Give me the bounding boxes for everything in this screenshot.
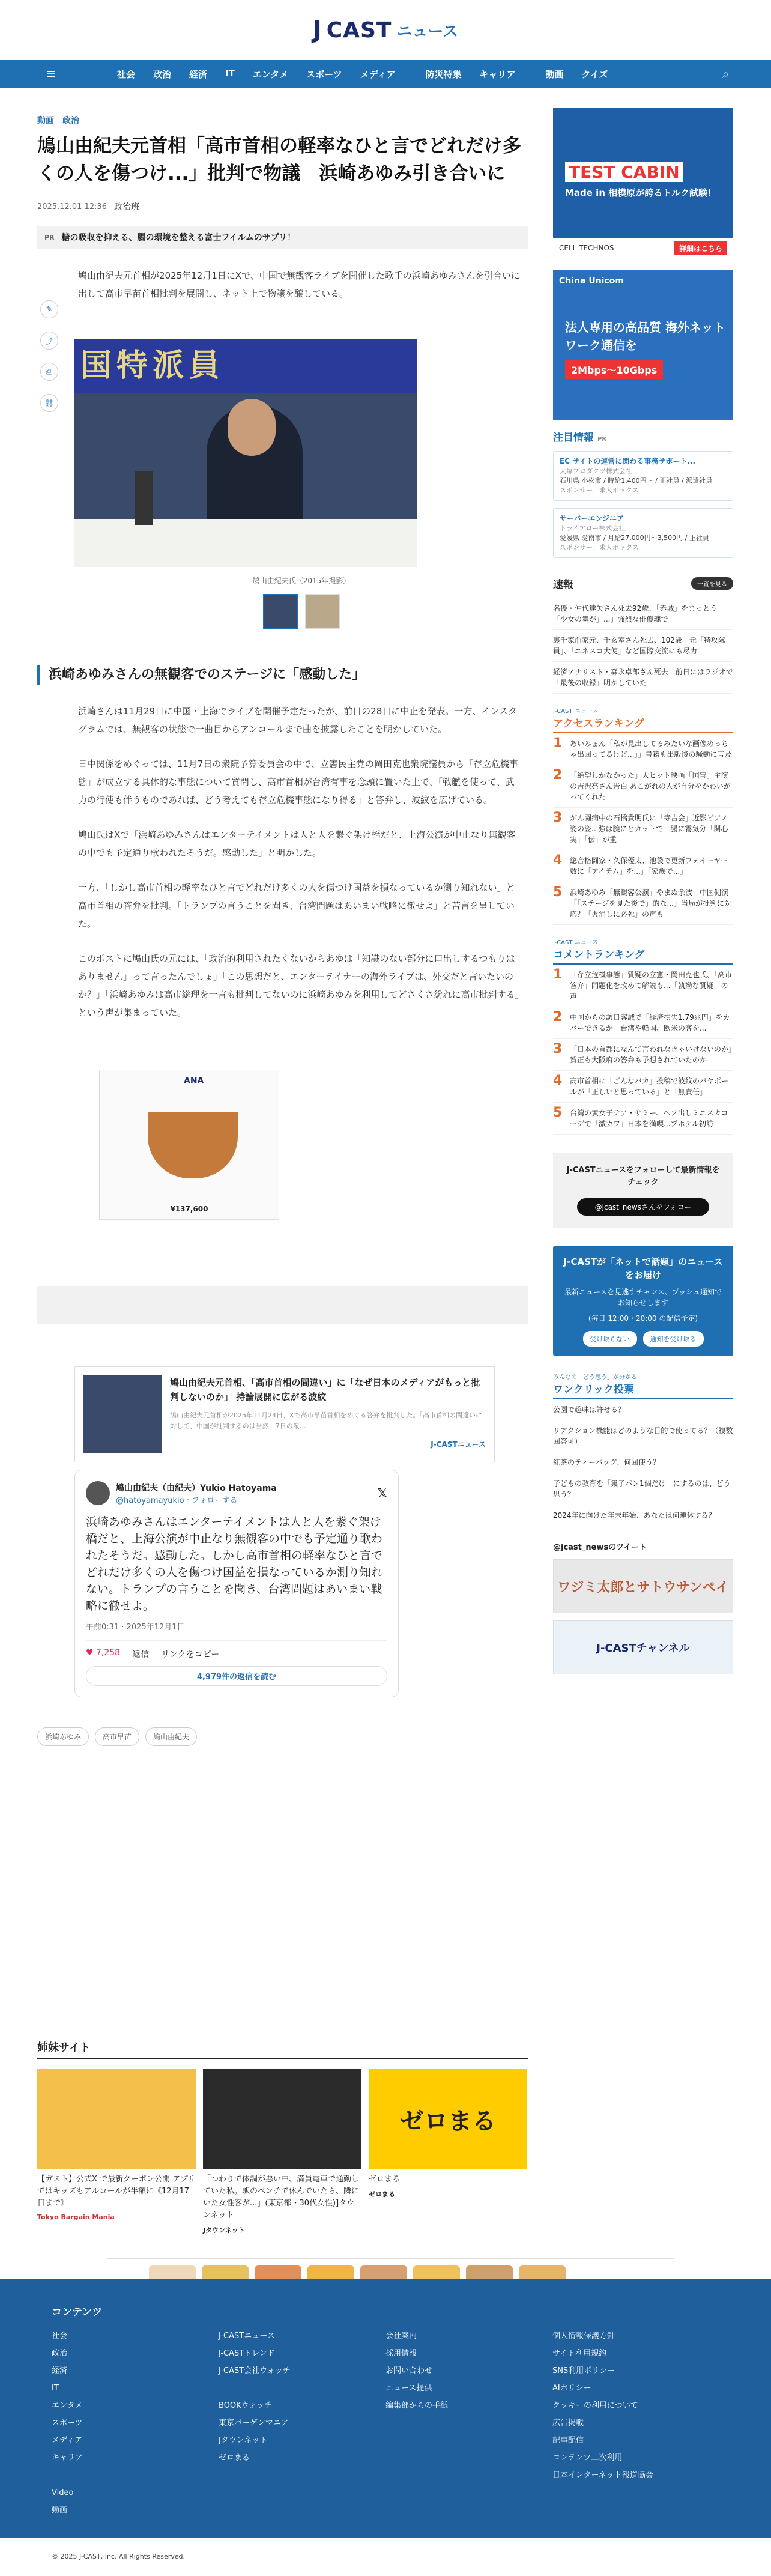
footer-col-policy [552,2327,653,2484]
breaking-news-title: 速報 [553,579,573,591]
sister-card-caption: 「つわりで体調が悪い中、満員電車で通勤していた私。駅のベンチで休んでいたら、隣にいた女性客が...」(東京都・30代女性)]タウンネット [203,2175,360,2220]
ranking-label: J-CAST ニュース [553,939,599,946]
menu-icon[interactable]: ≡ [45,66,57,82]
pr-banner[interactable] [37,226,528,249]
ad-title: 法人専用の高品質 海外ネットワーク通信を [565,320,725,353]
ranking-item[interactable]: 5 台湾の黄女子テア・サミー、ヘソ出しミニスカコーデで「激カワ」日本を満喫...プホテル初訪 [553,1103,733,1135]
footer-title: コンテンツ [52,2306,103,2318]
follow-x-button[interactable]: @jcast_newsさんをフォロー [577,1198,709,1216]
footer-link[interactable]: 政治 [52,2349,68,2358]
push-accept-button[interactable]: 通知を受け取る [643,1331,704,1347]
footer-link[interactable]: スポーツ [52,2419,83,2428]
notice-title: 注目情報 PR [553,432,607,444]
article-author[interactable]: 政治班 [114,202,140,212]
photo-face [228,399,276,456]
pr-text: 糖の吸収を抑える、腸の環境を整える富士フイルムのサプリ！ [61,233,296,243]
footer-link[interactable]: AIポリシー [552,2384,591,2393]
ad-subtitle: Made in 相模原が誇るトルク試験！ [565,187,716,198]
read-replies-button[interactable]: 4,979件の返信を読む [86,1666,387,1686]
footer-link[interactable]: Jタウンネット [219,2436,268,2445]
nav-item-douga[interactable]: 動画 [545,68,564,80]
access-ranking-title: アクセスランキング [553,715,733,733]
footer-link[interactable]: ニュース提供 [386,2384,432,2393]
comment-icon[interactable]: ✎ [40,300,58,318]
footer-link[interactable]: Video [52,2488,74,2497]
nav-item-bousai[interactable]: 防災特集 [425,68,462,80]
tweets-title: @jcast_newsのツイート [553,1543,647,1552]
vote-item[interactable]: 2024年に向けた年末年始、あなたは何連休する？ [553,1505,733,1526]
ranking-item[interactable]: 4 総合格闘家・久保優太、池袋で更新フェイーヤー数に「アイテム」を...」「家族で...」 [553,850,733,882]
article-title: 鳩山由紀夫元首相「高市首相の軽率なひと言でどれだけ多くの人を傷つけ...」批判で物議 浜崎あゆみ引き合いに [37,135,521,184]
footer-link[interactable]: エンタメ [52,2401,83,2410]
push-time: (毎日 12:00・20:00 の配信予定) [588,1314,698,1323]
nav-item-seiji[interactable]: 政治 [153,68,172,80]
footer-link[interactable]: J-CASTトレンド [219,2349,275,2358]
main-nav [0,60,771,88]
ad-cta-button[interactable]: 詳細はこちら [674,241,727,255]
vote-item[interactable]: 紅茶のティーバッグ、何回使う？ [553,1452,733,1473]
footer-link[interactable]: キャリア [52,2453,83,2462]
header [0,0,771,60]
breaking-news-header [553,576,733,591]
ranking-item[interactable]: 1 あいみょん「私が見出してるみたいな画像めっちゃ出回ってるけど...」」書籍も出版後の騒動に言及 [553,733,733,765]
footer-link[interactable]: 社会 [52,2332,68,2341]
avatar[interactable] [86,1481,110,1505]
list-item[interactable]: 経済アナリスト・森永卓郎さん死去 前日にはラジオで「最後の収録」明かしていた [553,662,733,694]
copyright: © 2025 J-CAST, Inc. All Rights Reserved. [52,2553,185,2560]
sister-card-image [203,2069,361,2169]
footer-link[interactable]: 広告掲載 [552,2419,584,2428]
related-article-title: 鳩山由紀夫元首相、「高市首相の間違い」に「なぜ日本のメディアがもっと批判しないのか」 持論展開に広がる波紋 [170,1377,480,1402]
paragraph: 浜崎さんは11月29日に中国・上海でライブを開催予定だったが、前日の28日に中止を発表。一方、インスタグラムでは、無観客の状態で一曲目からアンコールまで曲を披露したことを明かしていた。 [78,706,517,735]
vote-item[interactable]: 子どもの教育を「集子パン1個だけ」にするのは、どう思う？ [553,1473,733,1505]
sister-card-brand: Tokyo Bargain Mania [37,2213,115,2221]
footer [0,2279,771,2538]
inline-ad[interactable] [99,1070,279,1220]
nav-item-entame[interactable]: エンタメ [252,68,289,80]
footer-link[interactable]: 日本インターネット報道協会 [552,2471,653,2480]
ranking-item[interactable]: 2 「絶望しかなかった」大ヒット映画「国宝」主演の吉沢亮さん告白 あこがれの人が自分をかわいがってくれた [553,765,733,808]
vote-title: ワンクリック投票 [553,1381,733,1399]
footer-col-company [386,2327,448,2414]
ranking-item[interactable]: 5 浜崎あゆみ「無観客公演」やまぬ余波 中国側演「「ステージを見た後で」的な...」当局が批判に対応？「火消しに必死」の声も [553,882,733,925]
vote-label: みんなの「どう思う」が分かる [553,1374,637,1381]
photo-thumbnails [74,594,528,629]
footer-link[interactable]: 会社案内 [386,2332,417,2341]
comment-ranking [553,937,733,1135]
sister-card-caption: ゼロまる [369,2175,401,2184]
x-logo-icon[interactable]: 𝕏 [377,1486,387,1500]
vote-item[interactable]: 公園で趣味は許せる？ [553,1399,733,1420]
push-subtitle: 最新ニュースを見逃すチャンス、プッシュ通知でお知らせします [564,1288,722,1307]
link-icon[interactable]: ⛓ [40,394,58,412]
footer-link[interactable]: 東京バーゲンマニア [219,2419,289,2428]
ad-price: ¥137,600 [170,1205,208,1213]
tweet-author-handle[interactable]: @hatoyamayukio · フォローする [116,1496,238,1505]
share-icon[interactable]: ⤴ [40,332,58,350]
tag-item[interactable]: 浜崎あゆみ [37,1727,89,1746]
photo-desk [74,519,417,567]
logo-j: J [312,16,322,44]
nav-item-media[interactable]: メディア [360,68,396,80]
follow-box [553,1153,733,1228]
access-ranking [553,706,733,925]
nav-item-quiz[interactable]: クイズ [581,68,608,80]
ranking-label: J-CAST ニュース [553,708,599,715]
share-toolbar [40,300,58,412]
sponsor-job-card[interactable]: サーバーエンジニア トライアロー株式会社 愛媛県 愛南市 / 月給27,000円〜3,500円 / 正社員 スポンサー：求人ボックス [553,508,733,558]
thumbnail-2[interactable] [305,594,340,629]
footer-link[interactable]: SNS利用ポリシー [552,2366,615,2375]
category-list [37,114,528,126]
ad-product-image [148,1112,238,1178]
print-icon[interactable]: ⎙ [40,363,58,381]
ad-brand: CELL TECHNOS [559,244,614,252]
nav-item-it[interactable]: IT [225,67,235,79]
push-title: J-CASTが「ネットで話題」のニュースをお届け [563,1256,723,1280]
ranking-item[interactable]: 1 「存立危機事態」質疑の立憲・岡田克也氏、「高市答弁」問題化を改めて解説も...「執拗な質疑」の声 [553,965,733,1007]
footer-link[interactable]: 記事配信 [552,2436,584,2445]
article-main [37,114,528,1746]
paragraph: 日中関係をめぐっては、11月7日の衆院予算委員会の中で、立憲民主党の岡田克也衆院議員から「存立危機事態」が成立する具体的な事態について質問し、高市首相が台湾有事を念頭に置いた上で、「戦艦を使って、武力の行使も伴うものであれば、どう考えても存立危機事態になり得る」と答弁し、波紋を広げている。 [78,759,519,805]
push-decline-button[interactable]: 受け取らない [583,1331,637,1347]
reply-button[interactable]: 返信 [132,1650,150,1659]
ranking-item[interactable]: 3 「日本の首都になんて言われなきゃいけないのか」賀正も大阪府の答弁も予想されていたのか [553,1039,733,1071]
paragraph: 一方、「しかし高市首相の軽率なひと言でどれだけ多くの人を傷つけ国益を損なっているか測り知れない」と高市首相の答弁を批判。「トランプの言うことを聞き、台湾問題はあいまい戦略に徹せよ」と苦言を呈していた。 [78,882,515,929]
tag-list [37,1727,528,1746]
sidebar [553,108,733,1674]
sponsor-job-card[interactable]: EC サイトの運営に関わる事務サポート... 大塚プロダクツ株式会社 石川県 小松市 / 時給1,400円〜 / 正社員 / 派遣社員 スポンサー：求人ボックス [553,451,733,501]
related-article-image [83,1375,162,1453]
sidebar-ad-testcabin[interactable] [553,108,733,258]
sister-card[interactable] [37,2069,196,2235]
footer-link[interactable]: 個人情報保護方針 [552,2332,615,2341]
nav-item-shakai[interactable]: 社会 [117,68,136,80]
vote-item[interactable]: リアクション機能はどのような目的で使ってる？（複数回答可） [553,1420,733,1452]
ad-title: TEST CABIN [565,162,683,182]
footer-link[interactable]: お問い合わせ [386,2366,433,2375]
section-heading: 浜崎あゆみさんの無観客でのステージに「感動した」 [37,665,528,685]
ranking-item[interactable]: 3 がん闘病中の石橋貴明氏に「寺吉会」近影ピアノ姿の姿...強は腕にとカットで「腸に霧気分「関心 実」「伝」が重 [553,808,733,850]
footer-link[interactable]: コンテンツ二次利用 [552,2453,623,2462]
breaking-news-list [553,598,733,694]
one-click-vote [553,1372,733,1526]
ad-placeholder [37,1286,528,1324]
footer-link[interactable]: 編集部からの手紙 [386,2401,449,2410]
banner-wajimi[interactable]: ワジミ太郎とサトウサンペイ [553,1559,733,1613]
nav-item-keizai[interactable]: 経済 [189,68,208,80]
footer-col-categories [52,2327,83,2519]
footer-link[interactable]: クッキーの利用について [552,2401,638,2410]
comment-ranking-title: コメントランキング [553,946,733,965]
logo-cast: CAST [326,17,392,43]
embedded-tweet[interactable] [74,1470,399,1697]
footer-link[interactable]: ゼロまる [219,2453,250,2462]
category-douga[interactable]: 動画 [37,116,54,126]
footer-link[interactable]: メディア [52,2436,82,2445]
nav-item-sports[interactable]: スポーツ [306,68,342,80]
push-notification-box [553,1246,733,1356]
footer-link[interactable]: J-CAST会社ウォッチ [219,2366,291,2375]
sister-card[interactable] [203,2069,361,2235]
photo-banner: 国特派員 [74,339,417,393]
sister-card-image [369,2069,527,2169]
ad-speed: 2Mbps〜10Gbps [565,360,663,379]
sister-card[interactable] [369,2069,527,2235]
footer-link[interactable]: BOOKウォッチ [219,2401,273,2410]
article-lead: 鳩山由紀夫元首相が2025年12月1日にXで、中国で無観客ライブを開催した歌手の浜崎あゆみさんを引合いに出して高市早苗首相批判を展開し、ネット上で物議を醸している。 [78,270,520,299]
ranking-item[interactable]: 2 中国からの訪日客減で「経済損失1.79兆円」をカバーできるか 台湾や韓国、欧米の客を... [553,1007,733,1039]
copy-link-button[interactable]: リンクをコピー [161,1650,220,1659]
nav-item-career[interactable]: キャリア [479,68,516,80]
like-button[interactable]: ♥ 7,258 [86,1648,121,1658]
breaking-more-button[interactable]: 一覧を見る [691,577,733,590]
sidebar-ad-unicom[interactable] [553,270,733,420]
photo-mic [135,471,153,525]
footer-link[interactable]: サイト利用規約 [552,2349,607,2358]
ad-logo: China Unicom [559,276,624,286]
sister-sites-title: 姉妹サイト [37,2039,528,2059]
paragraph: このポストに鳩山氏の元には、「政治的利用されたくないからあゆは「知識のない部分に口出しするつもりはありません」って言ったんでしょ」「この思想だと、エンターテイナーの海外ライブは、外交だと言いたいのか？」「浜崎あゆみは高市総理を一言も批判してないのに浜崎あゆみを利用してどさくさ紛れに高市批判する」という声が集まっていた。 [78,953,520,1018]
footer-link[interactable]: 経済 [52,2366,68,2375]
banner-jcast-channel[interactable]: J-CASTチャンネル [553,1620,733,1674]
tweet-text: 浜崎あゆみさんはエンターテイメントは人と人を繋ぐ架け橋だと、上海公演が中止なり無観客の中でも予定通り歌われたそうだ。感動した。しかし高市首相の軽率なひと言でどれだけ多くの人を傷つけ国益を損なっているか測り知れない。トランプの言うことを聞き、台湾問題はあいまい戦略に徹せよ。 [86,1515,383,1613]
tweet-author-name[interactable]: 鳩山由紀夫（由紀夫）Yukio Hatoyama [116,1483,277,1493]
footer-link[interactable]: J-CASTニュース [219,2332,275,2341]
sister-card-brand: ゼロまる [369,2190,395,2198]
article-photo[interactable] [74,339,417,567]
footer-link[interactable]: 動画 [52,2506,68,2515]
follow-text: J-CASTニュースをフォローして最新情報をチェック [566,1166,720,1187]
search-icon[interactable]: ⌕ [722,67,729,81]
tag-item[interactable]: 鳩山由紀夫 [145,1727,197,1746]
zeromaru-logo: ゼロまる [400,2107,496,2135]
sister-card-brand: Jタウンネット [203,2226,245,2234]
category-seiji[interactable]: 政治 [62,116,79,126]
thumbnail-1[interactable] [263,594,298,629]
article-meta [37,201,528,213]
related-article-card[interactable] [74,1366,495,1462]
sister-card-image [37,2069,196,2169]
pr-label: PR [44,233,55,241]
logo-news: ニュース [396,22,459,41]
related-article-desc: 鳩山由紀夫元首相が2025年11月24日、Xで高市早苗首相をめぐる答弁を批判した。「高市首相の間違いに対して、中国が批判するのは当然」7日の衆... [170,1411,483,1430]
list-item[interactable]: 名優・仲代達矢さん死去92歳、「赤城」をまっとう 「少女の舞が」...」強烈な俳優魂で [553,598,733,630]
site-logo[interactable] [313,16,458,44]
sister-sites [37,2039,528,2235]
photo-caption: 鳩山由紀夫氏（2015年撮影） [252,577,351,585]
tag-item[interactable]: 高市早苗 [95,1727,139,1746]
footer-link[interactable]: 採用情報 [386,2349,417,2358]
tweet-time[interactable]: 午前0:31 · 2025年12月1日 [86,1623,185,1632]
footer-link[interactable]: IT [52,2384,59,2393]
footer-col-sites [219,2327,291,2467]
ranking-item[interactable]: 4 高市首相に「ごんなバカ」投稿で波紋のパヤポールが「正しいと思っている」と「無責任」 [553,1071,733,1103]
article-date: 2025.12.01 12:36 [37,202,107,211]
article-body [37,702,528,1022]
ad-brand: ANA [184,1076,204,1086]
related-article-source: J-CASTニュース [431,1440,486,1449]
list-item[interactable]: 裏千家前家元、千玄室さん死去、102歳 元「特攻隊員」、「ユネスコ大使」など国際交流にも尽力 [553,630,733,662]
paragraph: 鳩山氏はXで「浜崎あゆみさんはエンターテイメントは人と人を繋ぐ架け橋だと、上海公演が中止なり無観客の中でも予定通り歌われたそうだ。感動した」と明かした。 [78,829,516,858]
sister-card-caption: 【ガスト】公式X で最新クーポン公開 アプリではキッズもアルコールが半額に《12月17日まで》 [37,2175,196,2208]
